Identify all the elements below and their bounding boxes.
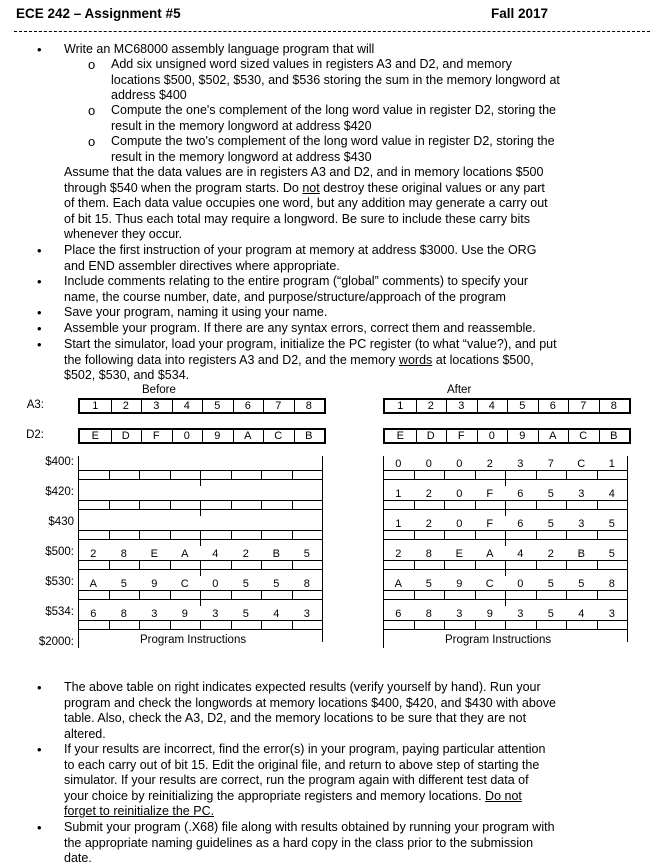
program-instructions-label: Program Instructions bbox=[140, 634, 247, 646]
grid-tick bbox=[566, 530, 567, 539]
grid-tick bbox=[109, 620, 110, 629]
grid-tick bbox=[139, 530, 140, 539]
grid-line bbox=[383, 629, 627, 630]
grid-tick bbox=[475, 500, 476, 509]
grid-tick bbox=[170, 500, 171, 509]
memory-digit: 6 bbox=[517, 518, 524, 530]
memory-digit: 9 bbox=[486, 608, 493, 620]
grid-tick bbox=[200, 590, 201, 599]
bullet-org: Place the first instruction of your program at memory at address $3000. Use the ORG and END assembler directives where appropriate. bbox=[64, 243, 537, 273]
memory-digit: 5 bbox=[425, 578, 432, 590]
circle-bullet-icon: o bbox=[88, 134, 96, 149]
grid-tick bbox=[139, 560, 140, 569]
memory-digit: 4 bbox=[578, 608, 585, 620]
grid-tick bbox=[261, 560, 262, 569]
memory-digit: E bbox=[455, 548, 463, 560]
register-digit: 0 bbox=[183, 430, 190, 442]
circle-bullet-icon: o bbox=[88, 103, 96, 118]
memory-digit: 5 bbox=[547, 578, 554, 590]
memory-digit: 2 bbox=[395, 548, 402, 560]
register-tick bbox=[446, 400, 447, 412]
grid-tick bbox=[292, 590, 293, 599]
grid-tick bbox=[444, 500, 445, 509]
memory-digit: 0 bbox=[395, 458, 402, 470]
register-digit: C bbox=[579, 430, 588, 442]
register-digit: 7 bbox=[275, 400, 282, 412]
grid-tick bbox=[261, 500, 262, 509]
register-tick bbox=[141, 400, 142, 412]
memory-digit: 8 bbox=[608, 578, 615, 590]
memory-digit: 9 bbox=[181, 608, 188, 620]
memory-digit: 0 bbox=[425, 458, 432, 470]
bullet-icon: • bbox=[37, 42, 42, 57]
register-tick bbox=[202, 430, 203, 442]
register-tick bbox=[568, 430, 569, 442]
grid-tick bbox=[597, 500, 598, 509]
grid-tick bbox=[109, 560, 110, 569]
memory-digit: 7 bbox=[547, 458, 554, 470]
grid-tick bbox=[536, 590, 537, 599]
grid-tick bbox=[566, 500, 567, 509]
memory-digit: 5 bbox=[547, 608, 554, 620]
memory-digit: 5 bbox=[547, 518, 554, 530]
bullet-icon: • bbox=[37, 274, 42, 289]
register-tick bbox=[294, 430, 295, 442]
memory-digit: 5 bbox=[242, 608, 249, 620]
grid-tick bbox=[231, 590, 232, 599]
sub-item-2: Compute the one's complement of the long word value in register D2, storing the result in the memory longword at address $420 bbox=[111, 103, 556, 133]
memory-digit: 1 bbox=[395, 518, 402, 530]
grid-tick bbox=[444, 620, 445, 629]
memory-digit: 0 bbox=[456, 488, 463, 500]
register-digit: 6 bbox=[549, 400, 556, 412]
grid-tick bbox=[170, 590, 171, 599]
grid-tick bbox=[200, 569, 201, 576]
register-digit: E bbox=[396, 430, 404, 442]
grid-tick bbox=[566, 470, 567, 479]
bullet-icon: • bbox=[37, 680, 42, 695]
memory-address-label: $400: bbox=[45, 456, 74, 468]
sub-item-1: Add six unsigned word sized values in registers A3 and D2, and memory locations $500, $502, $530, and $536 storing the sum in the memory longword at address $400 bbox=[111, 57, 560, 102]
register-digit: B bbox=[610, 430, 618, 442]
grid-tick bbox=[200, 500, 201, 509]
term: Fall 2017 bbox=[491, 6, 549, 21]
memory-address-label: $530: bbox=[45, 576, 74, 588]
grid-tick bbox=[414, 560, 415, 569]
register-tick bbox=[507, 400, 508, 412]
grid-border bbox=[322, 456, 323, 642]
register-digit: 9 bbox=[519, 430, 526, 442]
register-digit: E bbox=[91, 430, 99, 442]
bullet-icon: • bbox=[37, 820, 42, 835]
memory-digit: 8 bbox=[425, 548, 432, 560]
memory-digit: 6 bbox=[90, 608, 97, 620]
memory-digit: 0 bbox=[456, 518, 463, 530]
grid-tick bbox=[597, 470, 598, 479]
memory-address-label: $420: bbox=[45, 486, 74, 498]
grid-tick bbox=[505, 509, 506, 516]
memory-digit: 3 bbox=[456, 608, 463, 620]
grid-tick bbox=[505, 470, 506, 479]
register-digit: 8 bbox=[610, 400, 617, 412]
d2-after-register bbox=[383, 428, 631, 444]
grid-tick bbox=[505, 620, 506, 629]
d2-label: D2: bbox=[26, 429, 44, 441]
register-digit: 2 bbox=[427, 400, 434, 412]
grid-tick bbox=[231, 560, 232, 569]
bullet-save: Save your program, naming it using your name. bbox=[64, 305, 328, 319]
grid-tick bbox=[231, 500, 232, 509]
register-digit: 9 bbox=[214, 430, 221, 442]
grid-tick bbox=[200, 560, 201, 569]
grid-tick bbox=[292, 530, 293, 539]
register-digit: 1 bbox=[92, 400, 99, 412]
grid-border bbox=[627, 456, 628, 642]
bullet-simulator: Start the simulator, load your program, initialize the PC register (to what “value?), and put the following data into registers A3 and D2, and the memory words at locations $500, $502, $530, and $534. bbox=[64, 337, 557, 382]
register-tick bbox=[477, 430, 478, 442]
grid-tick bbox=[505, 599, 506, 606]
register-digit: 5 bbox=[519, 400, 526, 412]
memory-digit: 9 bbox=[151, 578, 158, 590]
bullet-submit: Submit your program (.X68) file along with results obtained by running your program with the appropriate naming guidelines as a hard copy in the class prior to the submission date. bbox=[64, 820, 555, 865]
grid-tick bbox=[231, 530, 232, 539]
memory-digit: 4 bbox=[273, 608, 280, 620]
grid-tick bbox=[170, 530, 171, 539]
memory-address-label: $2000: bbox=[38, 636, 74, 648]
memory-digit: 3 bbox=[608, 608, 615, 620]
register-tick bbox=[172, 400, 173, 412]
register-tick bbox=[172, 430, 173, 442]
memory-digit: C bbox=[577, 458, 586, 470]
grid-tick bbox=[200, 539, 201, 546]
register-digit: 2 bbox=[122, 400, 129, 412]
grid-tick bbox=[109, 530, 110, 539]
grid-tick bbox=[414, 500, 415, 509]
grid-tick bbox=[597, 590, 598, 599]
bullet-comments: Include comments relating to the entire program (“global” comments) to specify your name, the course number, date, and purpose/structure/approach of the program bbox=[64, 274, 529, 304]
memory-digit: 2 bbox=[425, 488, 432, 500]
grid-tick bbox=[109, 590, 110, 599]
memory-digit: 3 bbox=[212, 608, 219, 620]
grid-tick bbox=[475, 620, 476, 629]
memory-digit: 8 bbox=[120, 608, 127, 620]
register-tick bbox=[599, 400, 600, 412]
register-tick bbox=[233, 430, 234, 442]
grid-tick bbox=[597, 530, 598, 539]
register-digit: 0 bbox=[488, 430, 495, 442]
memory-address-label: $430 bbox=[48, 516, 74, 528]
memory-digit: E bbox=[150, 548, 158, 560]
grid-line bbox=[78, 629, 322, 630]
grid-tick bbox=[231, 620, 232, 629]
register-tick bbox=[263, 400, 264, 412]
circle-bullet-icon: o bbox=[88, 57, 96, 72]
grid-tick bbox=[109, 500, 110, 509]
grid-tick bbox=[261, 530, 262, 539]
register-digit: B bbox=[305, 430, 313, 442]
register-digit: 8 bbox=[305, 400, 312, 412]
register-digit: 3 bbox=[458, 400, 465, 412]
grid-tick bbox=[475, 590, 476, 599]
grid-tick bbox=[505, 500, 506, 509]
memory-digit: 0 bbox=[456, 458, 463, 470]
register-tick bbox=[568, 400, 569, 412]
d2-before-register bbox=[78, 428, 326, 444]
register-digit: 1 bbox=[397, 400, 404, 412]
memory-digit: 5 bbox=[608, 548, 615, 560]
grid-tick bbox=[536, 470, 537, 479]
course-title: ECE 242 – Assignment #5 bbox=[16, 6, 181, 21]
register-tick bbox=[538, 400, 539, 412]
memory-digit: 3 bbox=[578, 518, 585, 530]
grid-tick bbox=[139, 620, 140, 629]
memory-digit: F bbox=[486, 518, 494, 530]
grid-tick bbox=[292, 560, 293, 569]
grid-tick bbox=[505, 539, 506, 546]
memory-digit: 5 bbox=[547, 488, 554, 500]
register-digit: 6 bbox=[244, 400, 251, 412]
bullet-errors: If your results are incorrect, find the error(s) in your program, paying particular attention to each carry out of bit 15. Edit the original file, and return to above step of starting the simulator. If your results are correct, run the program again with different test data of your choice by reinitializing the appropriate registers and memory locations. Do not forget to reinitialize the PC. bbox=[64, 742, 546, 818]
memory-digit: 8 bbox=[425, 608, 432, 620]
bullet-icon: • bbox=[37, 243, 42, 258]
grid-tick bbox=[597, 560, 598, 569]
memory-digit: 6 bbox=[517, 488, 524, 500]
register-tick bbox=[477, 400, 478, 412]
memory-digit: 4 bbox=[608, 488, 615, 500]
grid-tick bbox=[566, 620, 567, 629]
memory-digit: A bbox=[394, 578, 402, 590]
grid-tick bbox=[139, 500, 140, 509]
header-divider bbox=[14, 31, 650, 32]
memory-digit: 6 bbox=[395, 608, 402, 620]
bullet-icon: • bbox=[37, 742, 42, 757]
assume-paragraph: Assume that the data values are in registers A3 and D2, and in memory locations $500 through $540 when the program starts. Do not destroy these original values or any part of them. Each data value occupies one word, but any addition may generate a carry out of bit 15. Thus each total may require a longword. Be sure to include these carry bits whenever they occur. bbox=[64, 165, 548, 241]
memory-digit: 0 bbox=[517, 578, 524, 590]
a3-label: A3: bbox=[26, 399, 44, 411]
memory-digit: 2 bbox=[486, 458, 493, 470]
memory-digit: A bbox=[89, 578, 97, 590]
program-instructions-label: Program Instructions bbox=[445, 634, 552, 646]
memory-digit: 0 bbox=[212, 578, 219, 590]
register-tick bbox=[416, 430, 417, 442]
grid-tick bbox=[200, 509, 201, 516]
grid-tick bbox=[261, 620, 262, 629]
grid-tick bbox=[566, 590, 567, 599]
memory-digit: 8 bbox=[120, 548, 127, 560]
grid-tick bbox=[536, 620, 537, 629]
memory-digit: 5 bbox=[608, 518, 615, 530]
grid-tick bbox=[505, 590, 506, 599]
grid-tick bbox=[261, 590, 262, 599]
memory-digit: 4 bbox=[212, 548, 219, 560]
memory-digit: C bbox=[485, 578, 494, 590]
grid-tick bbox=[292, 470, 293, 479]
grid-tick bbox=[505, 560, 506, 569]
register-tick bbox=[294, 400, 295, 412]
grid-tick bbox=[444, 530, 445, 539]
sub-item-3: Compute the two's complement of the long word value in register D2, storing the result in the memory longword at address $430 bbox=[111, 134, 555, 164]
memory-digit: A bbox=[486, 548, 494, 560]
grid-tick bbox=[475, 560, 476, 569]
grid-tick bbox=[536, 500, 537, 509]
memory-digit: 5 bbox=[303, 548, 310, 560]
memory-digit: 3 bbox=[517, 458, 524, 470]
after-label: After bbox=[447, 384, 472, 396]
register-digit: D bbox=[121, 430, 130, 442]
register-tick bbox=[599, 430, 600, 442]
memory-digit: 2 bbox=[425, 518, 432, 530]
register-tick bbox=[538, 430, 539, 442]
grid-tick bbox=[444, 590, 445, 599]
grid-tick bbox=[536, 560, 537, 569]
register-tick bbox=[141, 430, 142, 442]
grid-tick bbox=[170, 560, 171, 569]
memory-digit: 3 bbox=[303, 608, 310, 620]
memory-digit: 8 bbox=[303, 578, 310, 590]
grid-tick bbox=[139, 470, 140, 479]
register-tick bbox=[111, 430, 112, 442]
grid-tick bbox=[505, 530, 506, 539]
memory-digit: 5 bbox=[273, 578, 280, 590]
memory-address-label: $534: bbox=[45, 606, 74, 618]
bullet-icon: • bbox=[37, 305, 42, 320]
memory-digit: F bbox=[486, 488, 494, 500]
grid-tick bbox=[200, 479, 201, 486]
grid-tick bbox=[414, 590, 415, 599]
register-digit: A bbox=[244, 430, 252, 442]
register-digit: F bbox=[457, 430, 465, 442]
grid-tick bbox=[109, 470, 110, 479]
register-tick bbox=[202, 400, 203, 412]
register-digit: 7 bbox=[580, 400, 587, 412]
grid-tick bbox=[292, 620, 293, 629]
bullet-assemble: Assemble your program. If there are any syntax errors, correct them and reassemble. bbox=[64, 321, 536, 335]
grid-tick bbox=[170, 620, 171, 629]
grid-tick bbox=[261, 470, 262, 479]
register-digit: C bbox=[274, 430, 283, 442]
register-digit: 3 bbox=[153, 400, 160, 412]
a3-before-register bbox=[78, 398, 326, 414]
grid-tick bbox=[170, 470, 171, 479]
grid-tick bbox=[414, 470, 415, 479]
memory-digit: 4 bbox=[517, 548, 524, 560]
grid-tick bbox=[475, 530, 476, 539]
memory-digit: C bbox=[180, 578, 189, 590]
memory-digit: 5 bbox=[578, 578, 585, 590]
memory-digit: 2 bbox=[242, 548, 249, 560]
register-tick bbox=[416, 400, 417, 412]
memory-digit: 2 bbox=[90, 548, 97, 560]
memory-digit: 2 bbox=[547, 548, 554, 560]
register-tick bbox=[446, 430, 447, 442]
grid-tick bbox=[292, 500, 293, 509]
before-label: Before bbox=[142, 384, 176, 396]
grid-tick bbox=[566, 560, 567, 569]
register-digit: 5 bbox=[214, 400, 221, 412]
memory-digit: B bbox=[272, 548, 280, 560]
grid-tick bbox=[505, 479, 506, 486]
memory-digit: 9 bbox=[456, 578, 463, 590]
register-digit: 4 bbox=[488, 400, 495, 412]
memory-digit: 1 bbox=[608, 458, 615, 470]
register-digit: A bbox=[549, 430, 557, 442]
register-digit: D bbox=[426, 430, 435, 442]
memory-digit: 1 bbox=[395, 488, 402, 500]
grid-tick bbox=[231, 470, 232, 479]
grid-tick bbox=[536, 530, 537, 539]
register-tick bbox=[111, 400, 112, 412]
grid-tick bbox=[444, 470, 445, 479]
grid-tick bbox=[414, 620, 415, 629]
memory-digit: 5 bbox=[242, 578, 249, 590]
grid-tick bbox=[139, 590, 140, 599]
grid-tick bbox=[414, 530, 415, 539]
bullet-icon: • bbox=[37, 321, 42, 336]
grid-tick bbox=[200, 620, 201, 629]
memory-digit: 5 bbox=[120, 578, 127, 590]
memory-digit: 3 bbox=[151, 608, 158, 620]
memory-address-label: $500: bbox=[45, 546, 74, 558]
memory-digit: 3 bbox=[517, 608, 524, 620]
grid-tick bbox=[200, 470, 201, 479]
bullet-verify: The above table on right indicates expected results (verify yourself by hand). Run your program and check the longwords at memory locations $400, $420, and $430 with above table. Also, check the A3, D2, and the memory locations to be sure that they are not altered. bbox=[64, 680, 556, 741]
grid-tick bbox=[200, 530, 201, 539]
a3-after-register bbox=[383, 398, 631, 414]
grid-tick bbox=[200, 599, 201, 606]
register-digit: 4 bbox=[183, 400, 190, 412]
grid-tick bbox=[444, 560, 445, 569]
grid-tick bbox=[505, 569, 506, 576]
register-tick bbox=[263, 430, 264, 442]
register-tick bbox=[507, 430, 508, 442]
register-digit: F bbox=[152, 430, 160, 442]
memory-digit: B bbox=[577, 548, 585, 560]
memory-digit: A bbox=[181, 548, 189, 560]
register-tick bbox=[233, 400, 234, 412]
grid-tick bbox=[475, 470, 476, 479]
bullet-icon: • bbox=[37, 337, 42, 352]
memory-digit: 3 bbox=[578, 488, 585, 500]
grid-tick bbox=[597, 620, 598, 629]
intro-bullet: Write an MC68000 assembly language program that will bbox=[64, 42, 375, 56]
